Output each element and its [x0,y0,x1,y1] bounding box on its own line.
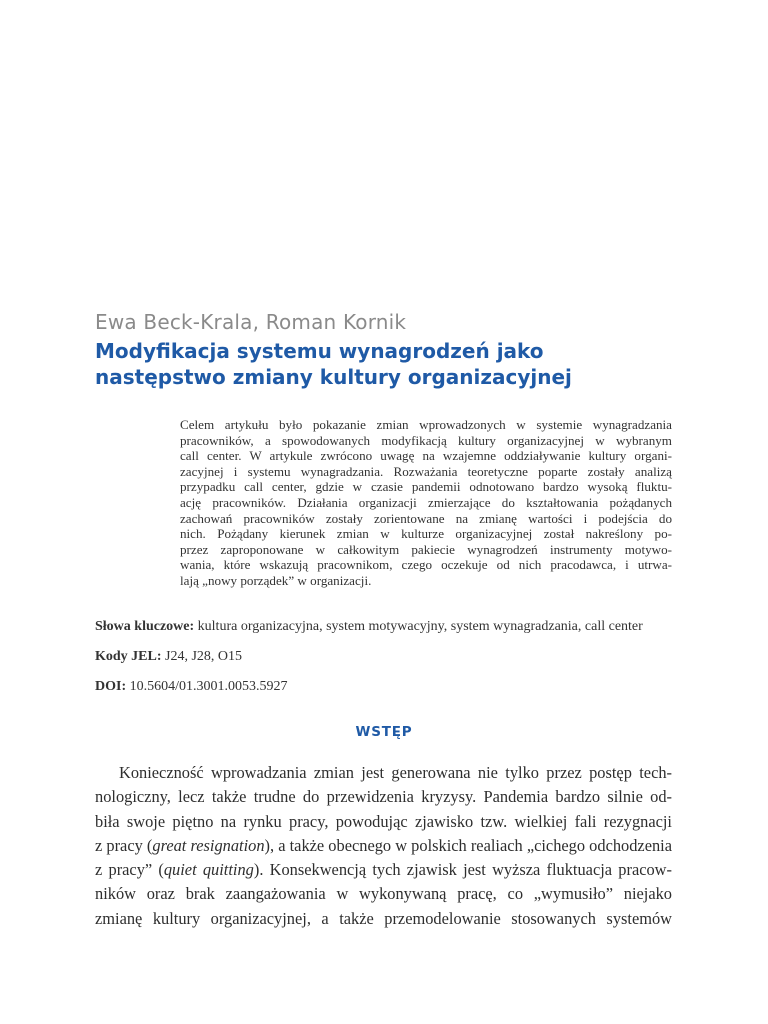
abstract-line: ację pracowników. Działania organizacji zmierzające do kształtowania pożądanych [180,494,672,510]
body-line: Konieczność wprowadzania zmian jest generowana nie tylko przez postęp tech- [119,763,672,782]
abstract-line: zacyjnej i systemu wynagradzania. Rozważania teoretyczne poparte zostały analizą [180,463,672,479]
abstract-line: wania, które wskazują pracownikom, czego oczekuje od nich pracodawca, i utrwa- [180,557,672,573]
abstract-line: lają „nowy porządek” w organizacji. [180,572,372,588]
doi [95,678,695,696]
keywords-label: Słowa kluczowe: [95,619,195,634]
abstract-line: Celem artykułu było pokazanie zmian wprowadzonych w systemie wynagradzania [180,417,672,432]
body-line: biła swoje piętno na rynku pracy, powodując zjawisko tzw. wielkiej fali rezygnacji [95,811,672,831]
article-title [95,338,695,390]
section-heading: WSTĘP [355,724,413,740]
abstract-line: call center. W artykule zwrócono uwagę na wzajemne oddziaływanie kultury organi- [180,448,672,464]
body-line: ników oraz brak zaangażowania w wykonywaną pracę, co „wymusiło” niejako [95,884,672,904]
body-text: z pracy” ( [95,860,164,880]
article-title-line: następstwo zmiany kultury organizacyjnej [95,365,572,389]
abstract-line: przez zaproponowane w całkowitym pakiecie wynagrodzeń instrumenty motywo- [180,541,672,557]
abstract-line: pracowników, a spowodowanych modyfikacją kultury organizacyjnej w wybranym [180,432,672,448]
abstract-line: przypadku call center, gdzie w czasie pandemii odnotowano bardzo wysoką fluktu- [180,479,672,495]
doi-value: 10.5604/01.3001.0053.5927 [129,679,288,694]
body-line: nologiczny, lecz także trudne do przewidzenia kryzysy. Pandemia bardzo silnie od- [95,787,672,807]
body-italic-term: quiet quitting [163,860,254,880]
body-text: ), a także obecnego w polskich realiach „cichego odchodzenia [264,835,672,855]
jel-value: J24, J28, O15 [165,649,243,664]
body-line [95,834,672,858]
jel-codes [95,648,695,666]
keywords-value: kultura organizacyjna, system motywacyjny, system wynagradzania, call center [197,619,643,634]
body-paragraph [95,761,672,931]
body-italic-term: great resignation [152,835,265,855]
body-text: ). Konsekwencją tych zjawisk jest wyższa fluktuacja pracow- [253,860,672,880]
keywords [95,618,695,636]
article-authors: Ewa Beck-Krala, Roman Kornik [95,310,407,334]
abstract-line: zachowań pracowników zostały zorientowane na zmianę wartości i podejścia do [180,510,672,526]
abstract-line: nich. Pożądany kierunek zmian w kulturze organizacyjnej został nakreślony po- [180,526,672,542]
body-line: zmianę kultury organizacyjnej, a także przemodelowanie stosowanych systemów [95,908,672,928]
body-line [95,858,672,882]
doi-label: DOI: [95,679,127,694]
article-title-line: Modyfikacja systemu wynagrodzeń jako [95,339,544,363]
abstract [180,417,672,589]
jel-label: Kody JEL: [95,649,162,664]
body-text: z pracy ( [95,835,153,855]
